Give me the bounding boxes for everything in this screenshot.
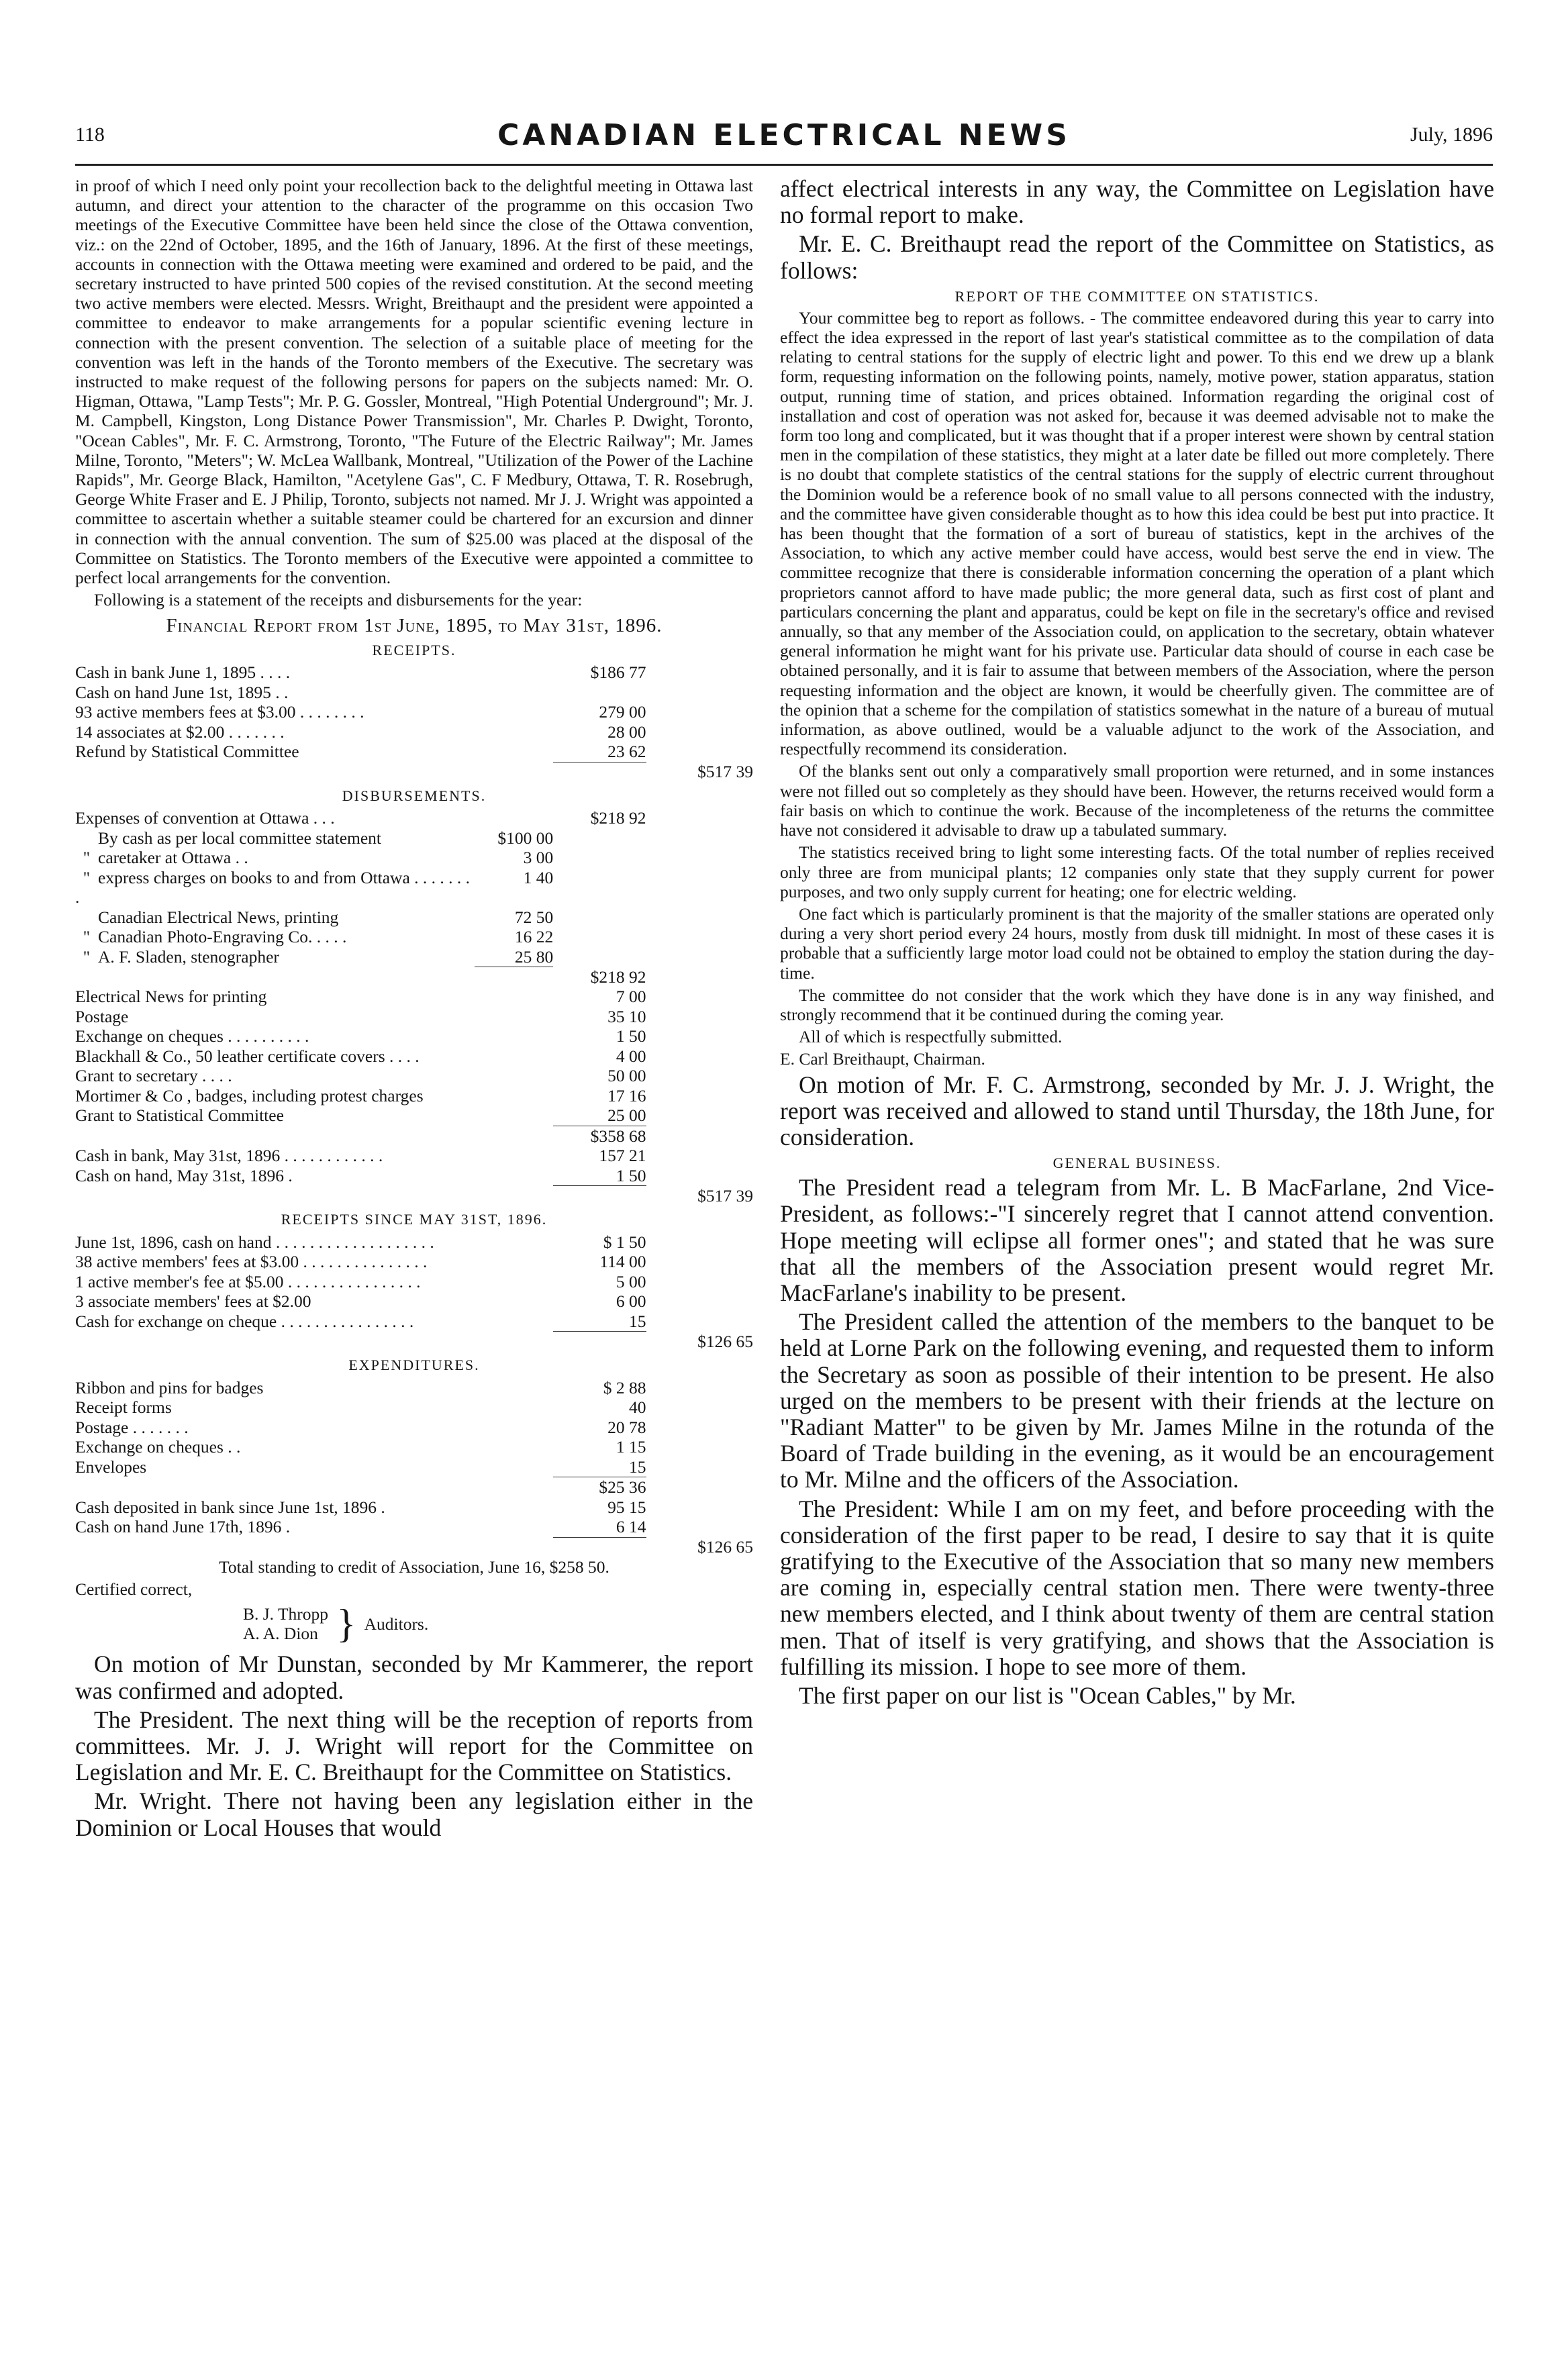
- disb-item-amount: $100 00: [497, 828, 554, 848]
- disb-more-row: [75, 1046, 753, 1067]
- report-paragraph-3: The statistics received bring to light some interesting facts. Of the total number of replies received only three are from municipal plants; 12 companies only state that they supply current for power purposes, and two only supply current for heating; one for electric welding.: [780, 842, 1494, 901]
- exp-label: Ribbon and pins for badges: [75, 1377, 264, 1397]
- right-large-paragraph-6: The President: While I am on my feet, and before proceeding with the consideration of the first paper to be read, I desire to say that it is quite gratifying to the Executive of the Association that so many new members are coming in, especially central station men. There were twenty-three new members elected, and I think about twenty of them are central station men. That of itself is very gratifying, and shows that the Association is fulfilling its mission. I hope to see more of them.: [780, 1495, 1494, 1680]
- issue-date: July, 1896: [1410, 124, 1493, 146]
- ditto-mark: ": [83, 848, 91, 868]
- auditor-1: B. J. Thropp: [243, 1604, 329, 1624]
- disb-more-row: [75, 1066, 753, 1086]
- cash-amount: 1 50: [616, 1165, 646, 1185]
- receipt-row: [75, 702, 753, 722]
- disb-total-row: [75, 1186, 753, 1206]
- disb-item-row: [75, 848, 753, 868]
- disb-more-row: [75, 1007, 753, 1027]
- disb-item-row: [75, 907, 753, 928]
- report-paragraph-6: All of which is respectfully submitted.: [799, 1027, 1063, 1047]
- page-number: 118: [75, 124, 105, 146]
- since-amount: 15: [629, 1311, 646, 1331]
- disb-more-amount: 35 10: [607, 1006, 646, 1026]
- disb-first-row: [75, 808, 753, 828]
- disb-item-label: [75, 927, 475, 947]
- report-signoff: E. Carl Breithaupt, Chairman.: [780, 1049, 985, 1069]
- since-label: June 1st, 1896, cash on hand . . . . . . . . . . . . . . . . . . .: [75, 1232, 434, 1252]
- statistics-report-heading: REPORT OF THE COMMITTEE ON STATISTICS.: [954, 287, 1320, 305]
- exp-total-row: [75, 1537, 753, 1557]
- following-paragraph: Following is a statement of the receipts and disbursements for the year:: [94, 590, 583, 610]
- since-label: 38 active members' fees at $3.00 . . . . . . . . . . . . . . .: [75, 1252, 428, 1272]
- certified-correct: Certified correct,: [75, 1579, 193, 1599]
- right-large-paragraph-3: On motion of Mr. F. C. Armstrong, seconded by Mr. J. J. Wright, the report was received and allowed to stand until Thursday, the 18th June, for consideration.: [780, 1071, 1494, 1150]
- since-table: [75, 1232, 753, 1352]
- exp-amount: 15: [629, 1457, 646, 1477]
- right-column: [780, 176, 1494, 1712]
- since-heading: RECEIPTS SINCE MAY 31ST, 1896.: [281, 1211, 548, 1228]
- disb-more-label: Blackhall & Co., 50 leather certificate covers . . . .: [75, 1046, 420, 1066]
- receipt-amount: [553, 683, 646, 703]
- disb-total: $517 39: [697, 1185, 753, 1205]
- deposit-row: [75, 1497, 753, 1518]
- disb-item-label: [75, 868, 475, 907]
- cash-row: [75, 1146, 753, 1166]
- receipt-row: [75, 742, 753, 762]
- deposit-amount: 95 15: [607, 1497, 646, 1517]
- cash-amount: 157 21: [599, 1146, 646, 1166]
- disbursements-heading: DISBURSEMENTS.: [342, 787, 487, 804]
- since-amount: $ 1 50: [603, 1232, 646, 1252]
- disb-item-amount: 72 50: [514, 907, 554, 927]
- since-amount: 5 00: [616, 1271, 646, 1291]
- total-standing: Total standing to credit of Association, June 16, $258 50.: [219, 1557, 609, 1577]
- financial-report: [75, 615, 753, 1646]
- right-large-paragraph-5: The President called the attention of the members to the banquet to be held at Lorne Park on the following evening, and requested them to inform the Secretary as soon as possible of their intention to be present. He also urged on the members to be present with their friends at the lecture on "Radiant Matter" to be given by Mr. James Milne in the rotunda of the Board of Trade building in the evening, as it would be an encouragement to Mr. Milne and the officers of the Association.: [780, 1308, 1494, 1493]
- exp-amount: 20 78: [607, 1417, 646, 1437]
- receipt-label: Refund by Statistical Committee: [75, 742, 299, 762]
- receipt-amount: 23 62: [607, 742, 646, 762]
- general-business-heading: GENERAL BUSINESS.: [1052, 1154, 1222, 1172]
- disb-item-amount: 3 00: [523, 848, 554, 868]
- receipts-table: [75, 662, 753, 782]
- left-large-paragraph-1: On motion of Mr Dunstan, seconded by Mr Kammerer, the report was confirmed and adopted.: [75, 1651, 753, 1704]
- exp-row: [75, 1418, 753, 1438]
- disb-item-amount: 1 40: [523, 867, 554, 887]
- since-label: Cash for exchange on cheque . . . . . . . . . . . . . . . .: [75, 1311, 414, 1331]
- expenditures-heading: EXPENDITURES.: [348, 1357, 480, 1374]
- since-row: [75, 1272, 753, 1292]
- receipts-heading: RECEIPTS.: [372, 641, 456, 658]
- receipt-row: [75, 722, 753, 742]
- disb-items-total-row: [75, 967, 753, 987]
- deposit-label: Cash on hand June 17th, 1896 .: [75, 1517, 291, 1537]
- disb-subtotal: $358 68: [553, 1126, 646, 1146]
- since-total: $126 65: [697, 1331, 753, 1351]
- disb-more-row: [75, 1105, 753, 1126]
- receipt-label: 93 active members fees at $3.00 . . . . . . . .: [75, 702, 364, 722]
- deposit-row: [75, 1517, 753, 1537]
- report-paragraph-1: Your committee beg to report as follows. - The committee endeavored during this year to carry into effect the idea expressed in the report of last year's statistical committee as to the compilation of data relating to central stations for the supply of electric light and power. To this end we drew up a blank form, requesting information on the following points, namely, motive power, station apparatus, station output, running time of station, and prices obtained. Information regarding the original cost of installation and cost of operation was not asked for, because it was deemed advisable not to make the form too long and complicated, but it was thought that if a proper interest were shown by central station men in the compilation of these statistics, they might at a later date be filled out more completely. There is no doubt that complete statistics of the central stations for the supply of electric current throughout the Dominion would be a reference book of no small value to all persons connected with the industry, and the committee have given considerable thought as to how this idea could be best put into practice. It has been thought that the formation of a sort of bureau of statistics, kept in the archives of the Association, to which any active member could have access, would best serve the end in view. The committee recognize that there is considerable information concerning the operation of a plant which proprietors cannot afford to have made public; the more general data, such as first cost of plant and particulars concerning the plant and apparatus, could be kept on file in the secretary's office and revised annually, so that any member of the Association could, on application to the secretary, obtain whatever general information he might want for his private use. Particular data should of course in each case be obtained personally, and it is fair to assume that between members of the Association, where the person requesting information and the object are known, it would be cheerfully given. The committee are of the opinion that a scheme for the compilation of statistics somewhat in the nature of a bureau of mutual information, as above outlined, would be a valuable adjunct to the work of the Association, and respectfully recommend its consideration.: [780, 307, 1494, 759]
- disb-more-label: Mortimer & Co , badges, including protest charges: [75, 1085, 424, 1105]
- since-row: [75, 1252, 753, 1272]
- disb-item-row: [75, 927, 753, 947]
- disb-item-label: [75, 828, 475, 848]
- report-paragraph-4: One fact which is particularly prominent is that the majority of the smaller stations are operated only during a very short period every 24 hours, mostly from dusk till midnight. In most of these cases it is probable that a sufficiently large motor load could not be obtained to employ the station during the day-time.: [780, 903, 1494, 983]
- right-large-paragraph-1: affect electrical interests in any way, the Committee on Legislation have no formal report to make.: [780, 175, 1494, 229]
- receipts-total-row: [75, 762, 753, 782]
- disb-more-amount: 25 00: [607, 1105, 646, 1126]
- disb-item-amount: 25 80: [514, 946, 554, 967]
- header-rule: [75, 164, 1493, 166]
- report-paragraph-2: Of the blanks sent out only a comparatively small proportion were returned, and in some instances were not filled out so completely as they should have been. However, the returns received would form a fair basis on which to continue the work. Because of the incompleteness of the returns the committee have not considered it advisable to draw up a tabulated summary.: [780, 761, 1494, 840]
- disb-more-row: [75, 1026, 753, 1046]
- brace-glyph: }: [336, 1601, 356, 1646]
- cash-label: Cash in bank, May 31st, 1896 . . . . . . . . . . . .: [75, 1146, 383, 1166]
- disb-more-amount: 50 00: [607, 1066, 646, 1086]
- disb-subtotal-row: [75, 1126, 753, 1146]
- disb-more-row: [75, 987, 753, 1007]
- disb-item-row: [75, 947, 753, 967]
- exp-label: Receipt forms: [75, 1397, 172, 1418]
- exp-row: [75, 1457, 753, 1477]
- receipt-amount: $186 77: [590, 662, 646, 683]
- receipts-total: $517 39: [697, 762, 753, 782]
- exp-row: [75, 1437, 753, 1457]
- disb-more-label: Postage: [75, 1006, 129, 1026]
- disb-item-label: [75, 947, 475, 967]
- disb-more-amount: 4 00: [616, 1046, 646, 1066]
- left-large-paragraph-2: The President. The next thing will be the reception of reports from committees. Mr. J. J. Wright will report for the Committee on Legislation and Mr. E. C. Breithaupt for the Committee on Statistics.: [75, 1706, 753, 1786]
- right-large-paragraph-2: Mr. E. C. Breithaupt read the report of the Committee on Statistics, as follows:: [780, 230, 1494, 284]
- expenditures-table: [75, 1378, 753, 1557]
- since-amount: 6 00: [616, 1291, 646, 1312]
- disb-more-label: Grant to secretary . . . .: [75, 1066, 232, 1086]
- disb-items-total: $218 92: [590, 967, 646, 987]
- disb-more-amount: 1 50: [616, 1026, 646, 1046]
- exp-row: [75, 1378, 753, 1398]
- ditto-mark: ": [83, 927, 91, 947]
- disb-more-label: Electrical News for printing: [75, 987, 267, 1007]
- disb-more-amount: 7 00: [616, 987, 646, 1007]
- publication-title: CANADIAN ELECTRICAL NEWS: [497, 118, 1071, 152]
- item-label: Canadian Electrical News, printing: [98, 907, 339, 927]
- since-amount: 114 00: [599, 1252, 646, 1272]
- left-large-paragraph-3: Mr. Wright. There not having been any legislation either in the Dominion or Local Houses that would: [75, 1787, 753, 1841]
- disb-more-amount: 17 16: [607, 1085, 646, 1105]
- right-large-paragraph-7: The first paper on our list is "Ocean Cables," by Mr.: [799, 1682, 1296, 1709]
- exp-amount: $ 2 88: [603, 1377, 646, 1397]
- item-label: Canadian Photo-Engraving Co. . . . .: [98, 927, 347, 947]
- cash-row: [75, 1166, 753, 1186]
- exp-subtotal: $25 36: [553, 1477, 646, 1497]
- item-label: express charges on books to and from Ottawa . . . . . . . .: [75, 867, 471, 907]
- page-header: [75, 118, 1493, 161]
- disbursements-table: [75, 808, 753, 1205]
- since-total-row: [75, 1332, 753, 1352]
- exp-amount: 1 15: [616, 1437, 646, 1457]
- auditors-block: [75, 1601, 753, 1646]
- exp-label: Exchange on cheques . .: [75, 1437, 241, 1457]
- cash-label: Cash on hand, May 31st, 1896 .: [75, 1165, 293, 1185]
- disb-first-amount: $218 92: [590, 808, 646, 828]
- receipt-label: Cash in bank June 1, 1895 . . . .: [75, 662, 291, 683]
- disb-first-label: Expenses of convention at Ottawa . . .: [75, 808, 335, 828]
- exp-row: [75, 1397, 753, 1418]
- disb-item-label: [75, 848, 475, 868]
- item-label: caretaker at Ottawa . .: [98, 848, 248, 868]
- receipt-amount: 279 00: [599, 702, 646, 722]
- ditto-mark: ": [83, 867, 91, 887]
- disb-more-label: Grant to Statistical Committee: [75, 1105, 284, 1126]
- intro-paragraph: in proof of which I need only point your recollection back to the delightful meeting in Ottawa last autumn, and direct your attention to the character of the programme on this occasion Two meetings of the Executive Committee have been held since the close of the Ottawa convention, viz.: on the 22nd of October, 1895, and the 16th of January, 1896. At the first of these meetings, accounts in connection with the Ottawa meeting were examined and ordered to be paid, and the secretary instructed to have printed 500 copies of the revised constitution. At the second meeting two active members were elected. Messrs. Wright, Breithaupt and the president were appointed a committee to endeavor to make arrangements for a popular scientific evening lecture in connection with the present convention. The selection of a suitable place of meeting for the convention was left in the hands of the Toronto members of the Executive. The secretary was instructed to make request of the following persons for papers on the subjects named: Mr. O. Higman, Ottawa, "Lamp Tests"; Mr. P. G. Gossler, Montreal, "High Potential Underground"; Mr. J. M. Campbell, Kingston, Long Distance Power Transmission", Mr. Charles P. Dwight, Toronto, "Ocean Cables", Mr. F. C. Armstrong, Toronto, "The Future of the Electric Railway"; Mr. James Milne, Toronto, "Meters"; W. McLea Wallbank, Montreal, "Utilization of the Power of the Lachine Rapids", Mr. George Black, Hamilton, "Acetylene Gas", C. F Medbury, Ottawa, T. R. Rosebrugh, George White Fraser and E. J Philip, Toronto, subjects not named. Mr J. J. Wright was appointed a committee to ascertain whether a suitable steamer could be chartered for an excursion and dinner in connection with the annual convention. The sum of $25.00 was placed at the disposal of the Committee on Statistics. The Toronto members of the Executive were appointed a committee to perfect local arrangements for the convention.: [75, 176, 753, 588]
- disb-item-label: [75, 907, 475, 928]
- receipt-label: Cash on hand June 1st, 1895 . .: [75, 682, 289, 702]
- since-label: 1 active member's fee at $5.00 . . . . . . . . . . . . . . . .: [75, 1271, 421, 1291]
- exp-label: Postage . . . . . . .: [75, 1417, 189, 1437]
- exp-subtotal-row: [75, 1477, 753, 1497]
- report-paragraph-5: The committee do not consider that the work which they have done is in any way finished, and strongly recommend that it be continued during the coming year.: [780, 985, 1494, 1024]
- item-label: A. F. Sladen, stenographer: [98, 946, 279, 967]
- receipt-row: [75, 683, 753, 703]
- auditor-2: A. A. Dion: [243, 1624, 318, 1644]
- ditto-mark: ": [83, 946, 91, 967]
- receipt-row: [75, 662, 753, 683]
- exp-total: $126 65: [697, 1537, 753, 1557]
- left-column: [75, 176, 753, 1844]
- since-row: [75, 1312, 753, 1332]
- financial-report-title: Financial Report from 1st June, 1895, to May 31st, 1896.: [166, 615, 663, 637]
- right-large-paragraph-4: The President read a telegram from Mr. L. B MacFarlane, 2nd Vice-President, as follows:-"I sincerely regret that I cannot attend convention. Hope meeting will eclipse all former ones"; and stated that he was sure that all the members of the Association present would regret Mr. MacFarlane's inability to be present.: [780, 1174, 1494, 1306]
- since-label: 3 associate members' fees at $2.00: [75, 1291, 311, 1312]
- item-label: By cash as per local committee statement: [98, 828, 382, 848]
- disb-more-label: Exchange on cheques . . . . . . . . . .: [75, 1026, 309, 1046]
- since-row: [75, 1232, 753, 1252]
- deposit-label: Cash deposited in bank since June 1st, 1896 .: [75, 1497, 385, 1517]
- since-row: [75, 1291, 753, 1312]
- disb-item-row: [75, 868, 753, 907]
- exp-label: Envelopes: [75, 1457, 147, 1477]
- disb-item-amount: 16 22: [514, 927, 554, 947]
- disb-more-row: [75, 1086, 753, 1106]
- auditors-label: Auditors.: [364, 1614, 429, 1634]
- deposit-amount: 6 14: [616, 1517, 646, 1537]
- disb-item-row: [75, 828, 753, 848]
- receipt-label: 14 associates at $2.00 . . . . . . .: [75, 722, 285, 742]
- receipt-amount: 28 00: [607, 722, 646, 742]
- exp-amount: 40: [629, 1397, 646, 1418]
